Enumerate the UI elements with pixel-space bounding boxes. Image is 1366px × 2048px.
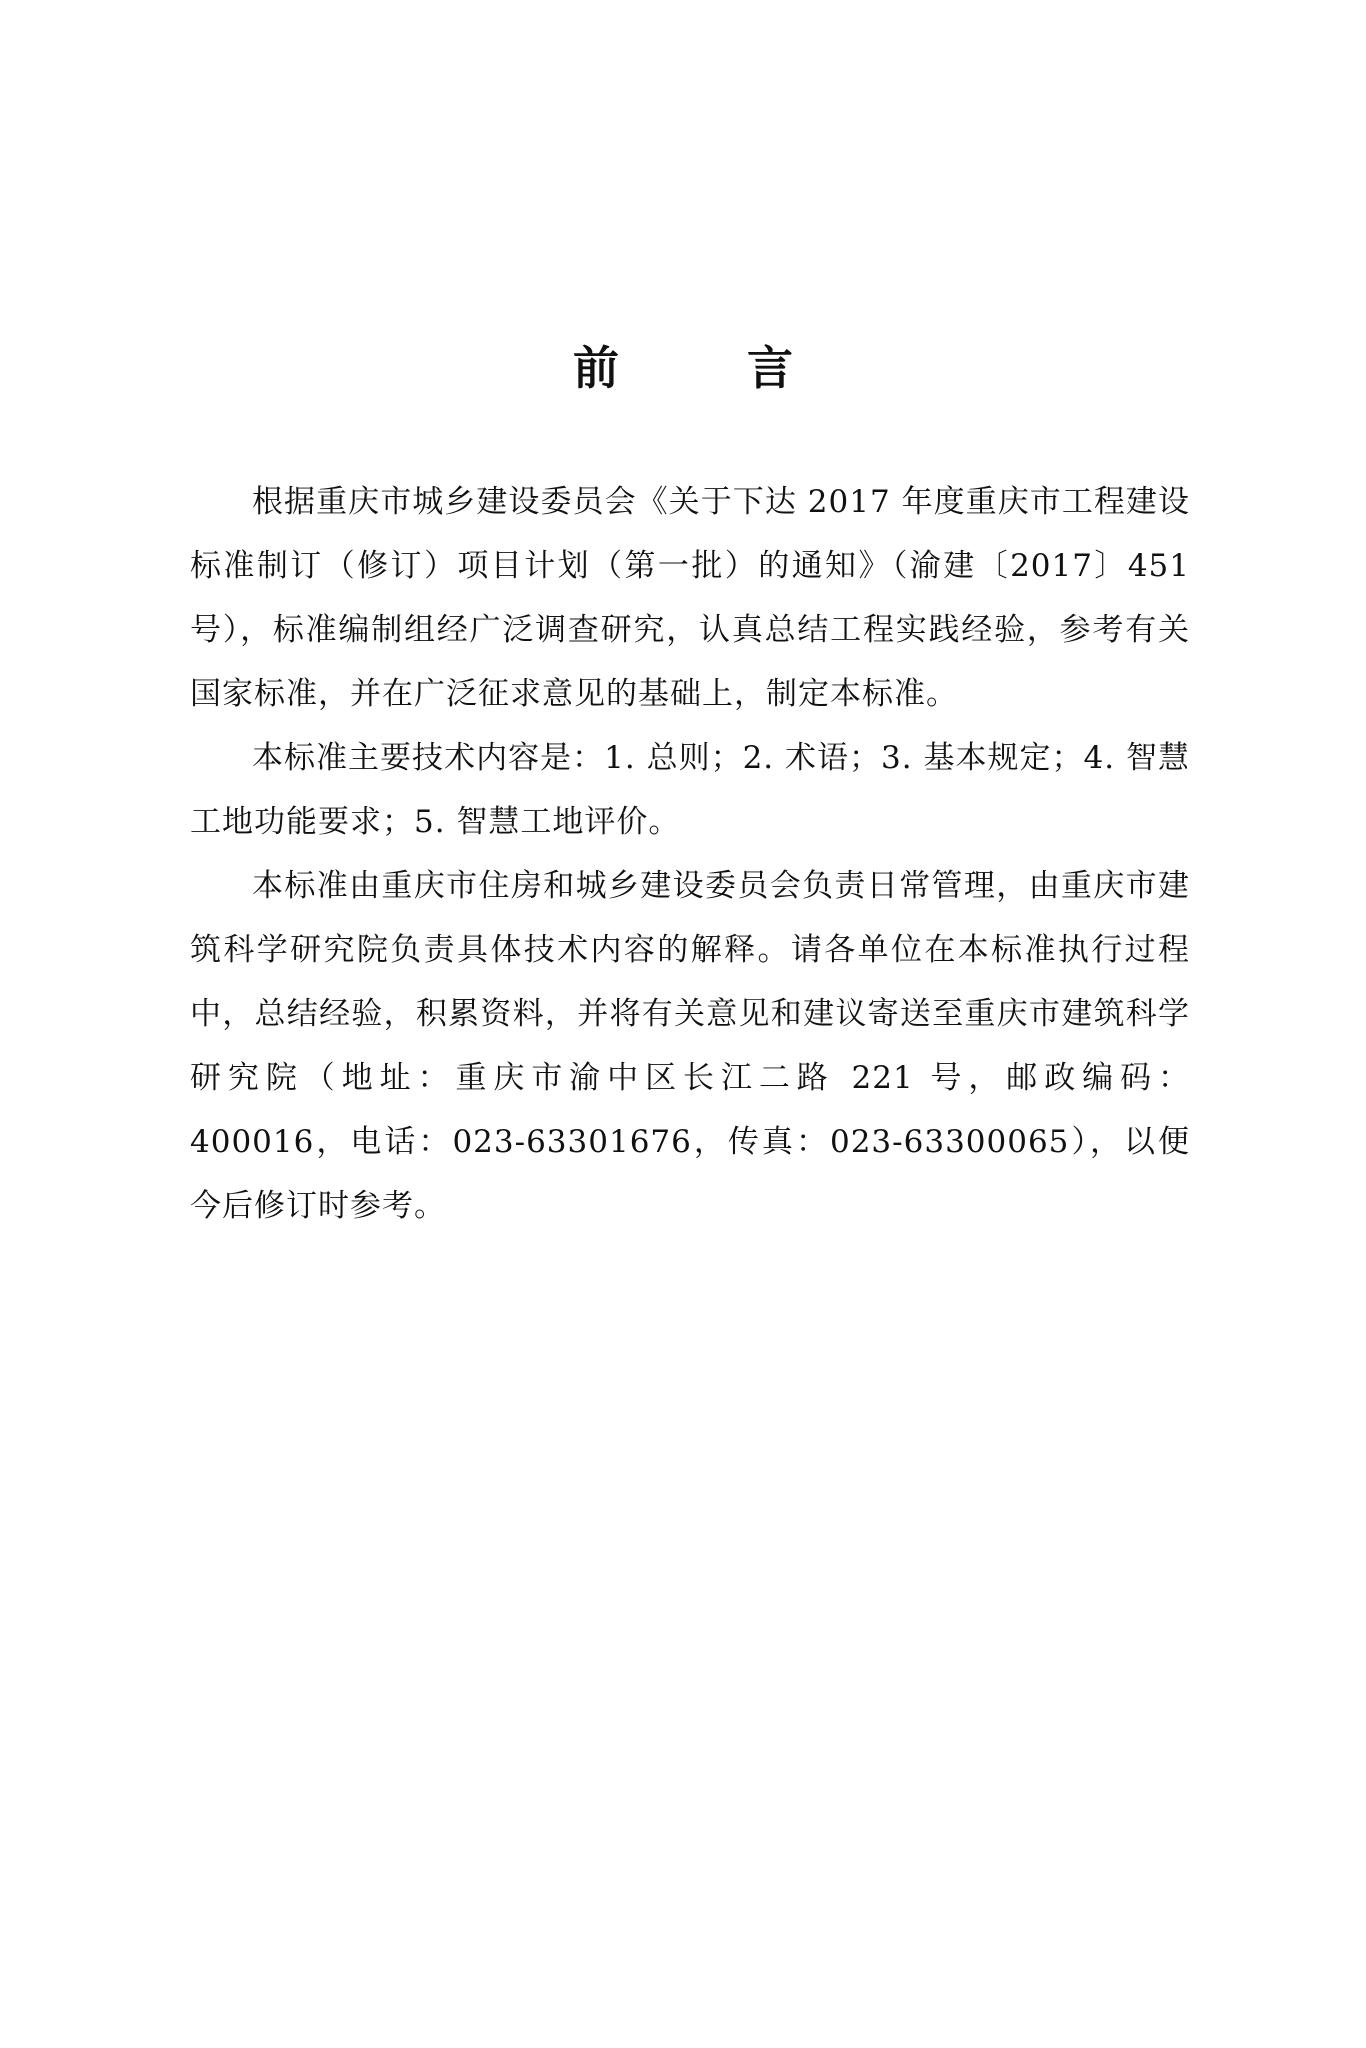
paragraph-management: 本标准由重庆市住房和城乡建设委员会负责日常管理，由重庆市建筑科学研究院负责具体技术内容的解释。请各单位在本标准执行过程中，总结经验，积累资料，并将有关意见和建议寄送至重庆市建筑科学研究院（地址：重庆市渝中区长江二路 221 号，邮政编码：400016，电话：023-63301676，传真：023-63300065），以便今后修订时参考。 (190, 868, 1190, 1224)
paragraph-main-content: 本标准主要技术内容是：1. 总则；2. 术语；3. 基本规定；4. 智慧工地功能要求；5. 智慧工地评价。 (190, 740, 1190, 840)
page-title: 前 言 (572, 341, 849, 395)
preface-body (190, 470, 1190, 1238)
paragraph-basis: 根据重庆市城乡建设委员会《关于下达 2017 年度重庆市工程建设标准制订（修订）项目计划（第一批）的通知》（渝建〔2017〕451 号），标准编制组经广泛调查研究，认真总结工程实践经验，参考有关国家标准，并在广泛征求意见的基础上，制定本标准。 (190, 484, 1190, 712)
